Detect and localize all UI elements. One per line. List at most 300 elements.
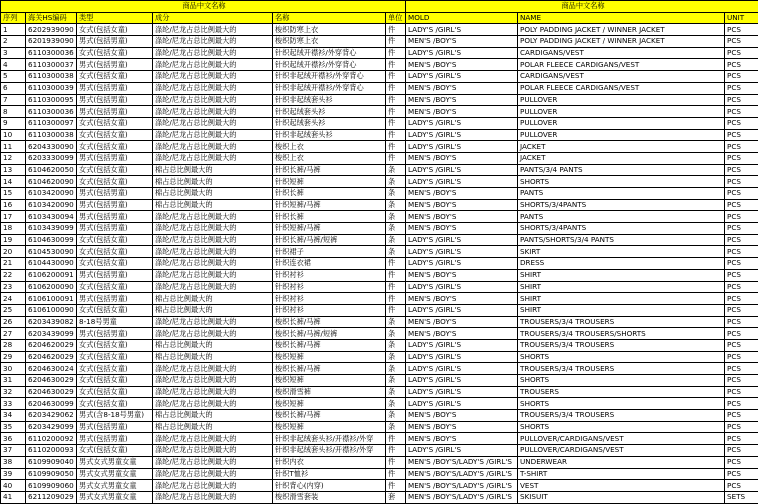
cell-unit-cn[interactable]: 条: [386, 234, 406, 246]
cell-index[interactable]: 19: [1, 234, 26, 246]
cell-type[interactable]: 男式(包括男童): [77, 152, 153, 164]
cell-unit-cn[interactable]: 件: [386, 47, 406, 59]
cell-mold[interactable]: MEN'S /BOY'S: [406, 152, 518, 164]
cell-name-en[interactable]: TROUSERS/3/4 TROUSERS: [518, 410, 725, 422]
cell-name-en[interactable]: PANTS: [518, 188, 725, 200]
cell-mold[interactable]: MEN'S /BOY'S: [406, 94, 518, 106]
cell-hs-code[interactable]: 6204630024: [26, 363, 77, 375]
cell-composition[interactable]: 涤纶/尼龙占总比例最大的: [153, 47, 273, 59]
cell-name[interactable]: 针织非起绒套头衫/开襟衫/外穿: [273, 445, 386, 457]
cell-type[interactable]: 女式(包括女童): [77, 234, 153, 246]
cell-hs-code[interactable]: 6110300097: [26, 117, 77, 129]
cell-composition[interactable]: 涤纶/尼龙占总比例最大的: [153, 152, 273, 164]
cell-composition[interactable]: 棉占总比例最大的: [153, 293, 273, 305]
cell-hs-code[interactable]: 6104530090: [26, 246, 77, 258]
cell-hs-code[interactable]: 6110300095: [26, 94, 77, 106]
cell-type[interactable]: 女式(包括女童): [77, 47, 153, 59]
cell-mold[interactable]: MEN'S /BOY'S: [406, 293, 518, 305]
cell-unit-en[interactable]: PCS: [725, 468, 758, 480]
cell-unit-cn[interactable]: 件: [386, 24, 406, 36]
cell-unit-cn[interactable]: 件: [386, 152, 406, 164]
cell-type[interactable]: 男式女式男童女童: [77, 456, 153, 468]
cell-index[interactable]: 10: [1, 129, 26, 141]
cell-name[interactable]: 针织T恤衫: [273, 468, 386, 480]
cell-composition[interactable]: 棉占总比例最大的: [153, 199, 273, 211]
col-header-name-en[interactable]: NAME: [518, 12, 725, 24]
cell-name[interactable]: 梭织短裤: [273, 375, 386, 387]
cell-unit-en[interactable]: PCS: [725, 94, 758, 106]
cell-index[interactable]: 12: [1, 152, 26, 164]
cell-mold[interactable]: LADY'S /GIRL'S: [406, 304, 518, 316]
cell-unit-en[interactable]: PCS: [725, 386, 758, 398]
cell-index[interactable]: 21: [1, 258, 26, 270]
cell-composition[interactable]: 涤纶/尼龙占总比例最大的: [153, 129, 273, 141]
cell-unit-en[interactable]: PCS: [725, 433, 758, 445]
cell-composition[interactable]: 涤纶/尼龙占总比例最大的: [153, 375, 273, 387]
cell-mold[interactable]: MEN'S /BOY'S: [406, 269, 518, 281]
cell-name-en[interactable]: TROUSERS: [518, 386, 725, 398]
cell-hs-code[interactable]: 6204630029: [26, 375, 77, 387]
cell-name-en[interactable]: SHIRT: [518, 281, 725, 293]
cell-name[interactable]: 针织起绒套头衫: [273, 117, 386, 129]
cell-name-en[interactable]: CARDIGANS/VEST: [518, 47, 725, 59]
cell-unit-cn[interactable]: 件: [386, 94, 406, 106]
cell-composition[interactable]: 涤纶/尼龙占总比例最大的: [153, 316, 273, 328]
cell-name-en[interactable]: JACKET: [518, 141, 725, 153]
cell-mold[interactable]: MEN'S /BOY'S/LADY'S /GIRL'S: [406, 456, 518, 468]
cell-name-en[interactable]: SHORTS/3/4PANTS: [518, 199, 725, 211]
cell-composition[interactable]: 涤纶/尼龙占总比例最大的: [153, 246, 273, 258]
cell-unit-cn[interactable]: 条: [386, 211, 406, 223]
cell-hs-code[interactable]: 6104430090: [26, 258, 77, 270]
cell-mold[interactable]: LADY'S /GIRL'S: [406, 258, 518, 270]
cell-unit-cn[interactable]: 件: [386, 59, 406, 71]
cell-unit-cn[interactable]: 条: [386, 375, 406, 387]
cell-unit-cn[interactable]: 条: [386, 188, 406, 200]
cell-composition[interactable]: 棉占总比例最大的: [153, 176, 273, 188]
col-header-type[interactable]: 类型: [77, 12, 153, 24]
cell-name[interactable]: 针织裙子: [273, 246, 386, 258]
cell-mold[interactable]: LADY'S /GIRL'S: [406, 281, 518, 293]
cell-name[interactable]: 梭织上衣: [273, 152, 386, 164]
cell-name-en[interactable]: TROUSERS/3/4 TROUSERS: [518, 363, 725, 375]
cell-index[interactable]: 5: [1, 71, 26, 83]
cell-hs-code[interactable]: 6110300036: [26, 47, 77, 59]
cell-name[interactable]: 针织衬衫: [273, 269, 386, 281]
cell-mold[interactable]: MEN'S /BOY'S: [406, 59, 518, 71]
cell-unit-en[interactable]: PCS: [725, 152, 758, 164]
cell-type[interactable]: 女式(包括女童): [77, 386, 153, 398]
cell-unit-cn[interactable]: 套: [386, 491, 406, 503]
cell-index[interactable]: 41: [1, 491, 26, 503]
cell-mold[interactable]: LADY'S /GIRL'S: [406, 141, 518, 153]
cell-unit-en[interactable]: PCS: [725, 211, 758, 223]
cell-type[interactable]: 女式(包括女童): [77, 141, 153, 153]
cell-type[interactable]: 男式女式男童女童: [77, 480, 153, 492]
cell-type[interactable]: 男式女式男童女童: [77, 468, 153, 480]
cell-unit-cn[interactable]: 条: [386, 410, 406, 422]
cell-hs-code[interactable]: 6110300038: [26, 71, 77, 83]
cell-name-en[interactable]: JACKET: [518, 152, 725, 164]
cell-name[interactable]: 针织背心(内穿): [273, 480, 386, 492]
cell-name-en[interactable]: T-SHIRT: [518, 468, 725, 480]
cell-type[interactable]: 女式(包括女童): [77, 258, 153, 270]
cell-index[interactable]: 29: [1, 351, 26, 363]
cell-name[interactable]: 梭织滑雪裤: [273, 386, 386, 398]
cell-unit-en[interactable]: PCS: [725, 223, 758, 235]
cell-name[interactable]: 梭织上衣: [273, 141, 386, 153]
cell-name-en[interactable]: DRESS: [518, 258, 725, 270]
cell-composition[interactable]: 棉占总比例最大的: [153, 410, 273, 422]
cell-mold[interactable]: LADY'S /GIRL'S: [406, 176, 518, 188]
cell-name-en[interactable]: PULLOVER: [518, 129, 725, 141]
cell-name-en[interactable]: SHIRT: [518, 304, 725, 316]
cell-unit-cn[interactable]: 条: [386, 199, 406, 211]
cell-hs-code[interactable]: 6104620050: [26, 164, 77, 176]
cell-name[interactable]: 梭织短裤: [273, 398, 386, 410]
cell-mold[interactable]: LADY'S /GIRL'S: [406, 129, 518, 141]
cell-name[interactable]: 针织长裤/马裤: [273, 164, 386, 176]
cell-unit-en[interactable]: PCS: [725, 117, 758, 129]
cell-type[interactable]: 女式(包括女童): [77, 164, 153, 176]
cell-name-en[interactable]: PANTS/SHORTS/3/4 PANTS: [518, 234, 725, 246]
cell-index[interactable]: 8: [1, 106, 26, 118]
cell-index[interactable]: 17: [1, 211, 26, 223]
cell-hs-code[interactable]: 6211209029: [26, 491, 77, 503]
cell-hs-code[interactable]: 6202939090: [26, 24, 77, 36]
cell-type[interactable]: 男式(包括男童): [77, 59, 153, 71]
cell-name-en[interactable]: SHORTS: [518, 176, 725, 188]
cell-type[interactable]: 女式(包括女童): [77, 117, 153, 129]
cell-unit-en[interactable]: SETS: [725, 491, 758, 503]
cell-name-en[interactable]: SHORTS/3/4PANTS: [518, 223, 725, 235]
cell-type[interactable]: 女式(包括女童): [77, 71, 153, 83]
cell-hs-code[interactable]: 6204620029: [26, 339, 77, 351]
cell-index[interactable]: 25: [1, 304, 26, 316]
cell-name-en[interactable]: UNDERWEAR: [518, 456, 725, 468]
cell-hs-code[interactable]: 6110300036: [26, 106, 77, 118]
cell-name-en[interactable]: TROUSERS/3/4 TROUSERS: [518, 339, 725, 351]
cell-index[interactable]: 32: [1, 386, 26, 398]
cell-type[interactable]: 女式(包括女童): [77, 246, 153, 258]
cell-hs-code[interactable]: 6103430094: [26, 211, 77, 223]
cell-unit-en[interactable]: PCS: [725, 164, 758, 176]
cell-composition[interactable]: 涤纶/尼龙占总比例最大的: [153, 281, 273, 293]
cell-name-en[interactable]: TROUSERS/3/4 TROUSERS/SHORTS: [518, 328, 725, 340]
cell-unit-en[interactable]: PCS: [725, 176, 758, 188]
cell-unit-cn[interactable]: 件: [386, 258, 406, 270]
cell-hs-code[interactable]: 6204630099: [26, 398, 77, 410]
cell-type[interactable]: 女式(包括女童): [77, 304, 153, 316]
cell-type[interactable]: 男式(包括男童): [77, 82, 153, 94]
cell-name[interactable]: 针织起绒开襟衫/外穿背心: [273, 47, 386, 59]
cell-name[interactable]: 针织长裤: [273, 211, 386, 223]
cell-unit-cn[interactable]: 件: [386, 468, 406, 480]
cell-name[interactable]: 梭织滑雪套装: [273, 491, 386, 503]
cell-unit-en[interactable]: PCS: [725, 421, 758, 433]
cell-unit-cn[interactable]: 件: [386, 141, 406, 153]
cell-type[interactable]: 男式(包括男童): [77, 269, 153, 281]
cell-unit-cn[interactable]: 件: [386, 433, 406, 445]
cell-composition[interactable]: 棉占总比例最大的: [153, 421, 273, 433]
cell-hs-code[interactable]: 6103420090: [26, 199, 77, 211]
cell-unit-en[interactable]: PCS: [725, 351, 758, 363]
cell-index[interactable]: 2: [1, 36, 26, 48]
cell-name[interactable]: 针织衬衫: [273, 304, 386, 316]
cell-mold[interactable]: LADY'S /GIRL'S: [406, 351, 518, 363]
cell-mold[interactable]: LADY'S /GIRL'S: [406, 398, 518, 410]
cell-name[interactable]: 针织非起绒套头衫: [273, 129, 386, 141]
cell-index[interactable]: 14: [1, 176, 26, 188]
cell-hs-code[interactable]: 6104630099: [26, 234, 77, 246]
cell-mold[interactable]: MEN'S /BOY'S: [406, 199, 518, 211]
cell-index[interactable]: 6: [1, 82, 26, 94]
cell-composition[interactable]: 棉占总比例最大的: [153, 304, 273, 316]
cell-name[interactable]: 梭织长裤/马裤/短裤: [273, 328, 386, 340]
cell-hs-code[interactable]: 6106200090: [26, 281, 77, 293]
cell-composition[interactable]: 涤纶/尼龙占总比例最大的: [153, 106, 273, 118]
cell-unit-cn[interactable]: 件: [386, 117, 406, 129]
cell-unit-en[interactable]: PCS: [725, 199, 758, 211]
cell-unit-cn[interactable]: 条: [386, 339, 406, 351]
cell-unit-en[interactable]: PCS: [725, 293, 758, 305]
cell-composition[interactable]: 涤纶/尼龙占总比例最大的: [153, 223, 273, 235]
cell-hs-code[interactable]: 6201939090: [26, 36, 77, 48]
cell-hs-code[interactable]: 6110200092: [26, 433, 77, 445]
cell-name[interactable]: 针织非起绒开襟衫/外穿背心: [273, 71, 386, 83]
cell-index[interactable]: 4: [1, 59, 26, 71]
cell-hs-code[interactable]: 6203429099: [26, 421, 77, 433]
cell-name[interactable]: 针织内衣: [273, 456, 386, 468]
cell-index[interactable]: 24: [1, 293, 26, 305]
cell-mold[interactable]: MEN'S /BOY'S: [406, 316, 518, 328]
cell-unit-en[interactable]: PCS: [725, 363, 758, 375]
cell-index[interactable]: 36: [1, 433, 26, 445]
cell-mold[interactable]: MEN'S /BOY'S: [406, 82, 518, 94]
cell-mold[interactable]: MEN'S /BOY'S: [406, 211, 518, 223]
col-header-unit-cn[interactable]: 单位: [386, 12, 406, 24]
cell-index[interactable]: 23: [1, 281, 26, 293]
cell-index[interactable]: 18: [1, 223, 26, 235]
cell-name-en[interactable]: POLAR FLEECE CARDIGANS/VEST: [518, 82, 725, 94]
cell-name[interactable]: 梭织长裤/马裤: [273, 410, 386, 422]
cell-name-en[interactable]: PANTS/3/4 PANTS: [518, 164, 725, 176]
cell-type[interactable]: 8-18号男童: [77, 316, 153, 328]
cell-mold[interactable]: MEN'S /BOY'S: [406, 36, 518, 48]
cell-name[interactable]: 针织短裤/马裤: [273, 199, 386, 211]
cell-composition[interactable]: 涤纶/尼龙占总比例最大的: [153, 433, 273, 445]
cell-mold[interactable]: MEN'S /BOY'S/LADY'S /GIRL'S: [406, 480, 518, 492]
cell-name[interactable]: 针织非起绒套头衫/开襟衫/外穿: [273, 433, 386, 445]
cell-unit-en[interactable]: PCS: [725, 141, 758, 153]
cell-mold[interactable]: MEN'S /BOY'S: [406, 223, 518, 235]
cell-composition[interactable]: 棉占总比例最大的: [153, 164, 273, 176]
cell-hs-code[interactable]: 6104620090: [26, 176, 77, 188]
col-header-composition[interactable]: 成分: [153, 12, 273, 24]
cell-index[interactable]: 35: [1, 421, 26, 433]
cell-name-en[interactable]: POLAR FLEECE CARDIGANS/VEST: [518, 59, 725, 71]
cell-mold[interactable]: LADY'S /GIRL'S: [406, 71, 518, 83]
cell-unit-en[interactable]: PCS: [725, 339, 758, 351]
cell-name[interactable]: 梭织长裤/马裤: [273, 363, 386, 375]
cell-unit-en[interactable]: PCS: [725, 82, 758, 94]
cell-name[interactable]: 针织非起绒开襟衫/外穿背心: [273, 82, 386, 94]
cell-name-en[interactable]: SKISUIT: [518, 491, 725, 503]
cell-composition[interactable]: 涤纶/尼龙占总比例最大的: [153, 269, 273, 281]
cell-unit-en[interactable]: PCS: [725, 410, 758, 422]
cell-index[interactable]: 34: [1, 410, 26, 422]
col-header-name[interactable]: 名称: [273, 12, 386, 24]
cell-name-en[interactable]: SHORTS: [518, 375, 725, 387]
cell-index[interactable]: 11: [1, 141, 26, 153]
cell-composition[interactable]: 涤纶/尼龙占总比例最大的: [153, 36, 273, 48]
cell-unit-cn[interactable]: 件: [386, 129, 406, 141]
cell-mold[interactable]: LADY'S /GIRL'S: [406, 375, 518, 387]
cell-unit-cn[interactable]: 条: [386, 386, 406, 398]
cell-mold[interactable]: LADY'S /GIRL'S: [406, 47, 518, 59]
cell-name-en[interactable]: POLY PADDING JACKET / WINNER JACKET: [518, 36, 725, 48]
cell-composition[interactable]: 涤纶/尼龙占总比例最大的: [153, 94, 273, 106]
cell-index[interactable]: 33: [1, 398, 26, 410]
cell-hs-code[interactable]: 6110300038: [26, 129, 77, 141]
cell-mold[interactable]: MEN'S /BOY'S: [406, 188, 518, 200]
cell-composition[interactable]: 棉占总比例最大的: [153, 339, 273, 351]
cell-type[interactable]: 女式(包括女童): [77, 24, 153, 36]
cell-unit-cn[interactable]: 件: [386, 281, 406, 293]
cell-index[interactable]: 27: [1, 328, 26, 340]
cell-mold[interactable]: LADY'S /GIRL'S: [406, 234, 518, 246]
cell-unit-cn[interactable]: 件: [386, 293, 406, 305]
cell-name[interactable]: 针织起绒开襟衫/外穿背心: [273, 59, 386, 71]
cell-name[interactable]: 针织长裤: [273, 188, 386, 200]
cell-composition[interactable]: 涤纶/尼龙占总比例最大的: [153, 468, 273, 480]
cell-name-en[interactable]: PULLOVER/CARDIGANS/VEST: [518, 445, 725, 457]
cell-type[interactable]: 男式(含8-18号男童): [77, 410, 153, 422]
cell-name-en[interactable]: SHIRT: [518, 269, 725, 281]
cell-composition[interactable]: 涤纶/尼龙占总比例最大的: [153, 234, 273, 246]
cell-type[interactable]: 男式(包括男童): [77, 293, 153, 305]
cell-unit-cn[interactable]: 件: [386, 71, 406, 83]
cell-composition[interactable]: 涤纶/尼龙占总比例最大的: [153, 398, 273, 410]
cell-index[interactable]: 39: [1, 468, 26, 480]
cell-name[interactable]: 针织起绒套头衫: [273, 106, 386, 118]
cell-type[interactable]: 男式(包括男童): [77, 223, 153, 235]
cell-type[interactable]: 男式(包括男童): [77, 199, 153, 211]
cell-unit-cn[interactable]: 条: [386, 351, 406, 363]
cell-name-en[interactable]: POLY PADDING JACKET / WINNER JACKET: [518, 24, 725, 36]
cell-hs-code[interactable]: 6203439099: [26, 328, 77, 340]
cell-composition[interactable]: 涤纶/尼龙占总比例最大的: [153, 491, 273, 503]
cell-unit-en[interactable]: PCS: [725, 445, 758, 457]
cell-type[interactable]: 男式(包括男童): [77, 106, 153, 118]
cell-name-en[interactable]: TROUSERS/3/4 TROUSERS: [518, 316, 725, 328]
cell-unit-cn[interactable]: 条: [386, 316, 406, 328]
cell-index[interactable]: 20: [1, 246, 26, 258]
cell-mold[interactable]: MEN'S /BOY'S/LADY'S /GIRL'S: [406, 491, 518, 503]
cell-name-en[interactable]: PULLOVER: [518, 106, 725, 118]
cell-hs-code[interactable]: 6110200093: [26, 445, 77, 457]
cell-name-en[interactable]: SHORTS: [518, 398, 725, 410]
cell-name[interactable]: 针织长裤/马裤/短裤: [273, 234, 386, 246]
cell-unit-cn[interactable]: 条: [386, 223, 406, 235]
cell-type[interactable]: 女式(包括女童): [77, 363, 153, 375]
cell-type[interactable]: 女式(包括女童): [77, 176, 153, 188]
cell-unit-cn[interactable]: 条: [386, 246, 406, 258]
cell-composition[interactable]: 涤纶/尼龙占总比例最大的: [153, 117, 273, 129]
cell-type[interactable]: 女式(包括女童): [77, 375, 153, 387]
cell-name-en[interactable]: CARDIGANS/VEST: [518, 71, 725, 83]
cell-unit-en[interactable]: PCS: [725, 398, 758, 410]
cell-composition[interactable]: 涤纶/尼龙占总比例最大的: [153, 386, 273, 398]
cell-mold[interactable]: LADY'S /GIRL'S: [406, 24, 518, 36]
cell-mold[interactable]: MEN'S /BOY'S: [406, 328, 518, 340]
cell-hs-code[interactable]: 6204330090: [26, 141, 77, 153]
col-header-hs-code[interactable]: 海关HS编码: [26, 12, 77, 24]
cell-mold[interactable]: LADY'S /GIRL'S: [406, 386, 518, 398]
cell-name-en[interactable]: SHORTS: [518, 421, 725, 433]
cell-unit-cn[interactable]: 条: [386, 398, 406, 410]
cell-composition[interactable]: 涤纶/尼龙占总比例最大的: [153, 258, 273, 270]
cell-mold[interactable]: LADY'S /GIRL'S: [406, 363, 518, 375]
cell-name[interactable]: 梭织防寒上衣: [273, 36, 386, 48]
cell-hs-code[interactable]: 6109909050: [26, 468, 77, 480]
cell-index[interactable]: 30: [1, 363, 26, 375]
cell-type[interactable]: 男式(包括男童): [77, 36, 153, 48]
cell-unit-en[interactable]: PCS: [725, 71, 758, 83]
cell-unit-cn[interactable]: 件: [386, 445, 406, 457]
cell-mold[interactable]: LADY'S /GIRL'S: [406, 445, 518, 457]
cell-unit-cn[interactable]: 条: [386, 421, 406, 433]
cell-composition[interactable]: 涤纶/尼龙占总比例最大的: [153, 82, 273, 94]
cell-hs-code[interactable]: 6204630029: [26, 386, 77, 398]
cell-type[interactable]: 男式(包括男童): [77, 328, 153, 340]
cell-index[interactable]: 7: [1, 94, 26, 106]
cell-unit-en[interactable]: PCS: [725, 24, 758, 36]
cell-mold[interactable]: LADY'S /GIRL'S: [406, 117, 518, 129]
cell-hs-code[interactable]: 6109909040: [26, 456, 77, 468]
cell-mold[interactable]: LADY'S /GIRL'S: [406, 164, 518, 176]
cell-hs-code[interactable]: 6203439082: [26, 316, 77, 328]
cell-index[interactable]: 15: [1, 188, 26, 200]
cell-name[interactable]: 针织非起绒套头衫: [273, 94, 386, 106]
cell-unit-en[interactable]: PCS: [725, 188, 758, 200]
cell-composition[interactable]: 涤纶/尼龙占总比例最大的: [153, 24, 273, 36]
cell-index[interactable]: 31: [1, 375, 26, 387]
cell-type[interactable]: 男式(包括男童): [77, 421, 153, 433]
cell-index[interactable]: 9: [1, 117, 26, 129]
cell-unit-cn[interactable]: 件: [386, 82, 406, 94]
cell-type[interactable]: 女式(包括女童): [77, 351, 153, 363]
group-header-en[interactable]: 商品中文名称: [406, 1, 758, 13]
cell-hs-code[interactable]: 6106200091: [26, 269, 77, 281]
cell-composition[interactable]: 涤纶/尼龙占总比例最大的: [153, 445, 273, 457]
col-header-unit-en[interactable]: UNIT: [725, 12, 758, 24]
cell-name[interactable]: 针织短裤: [273, 176, 386, 188]
cell-unit-cn[interactable]: 条: [386, 363, 406, 375]
cell-type[interactable]: 男式(包括男童): [77, 94, 153, 106]
cell-type[interactable]: 女式(包括女童): [77, 445, 153, 457]
cell-composition[interactable]: 棉占总比例最大的: [153, 351, 273, 363]
cell-hs-code[interactable]: 6103439099: [26, 223, 77, 235]
cell-hs-code[interactable]: 6106100091: [26, 293, 77, 305]
cell-name-en[interactable]: VEST: [518, 480, 725, 492]
cell-unit-en[interactable]: PCS: [725, 456, 758, 468]
cell-name[interactable]: 梭织短裤: [273, 421, 386, 433]
cell-index[interactable]: 1: [1, 24, 26, 36]
cell-index[interactable]: 3: [1, 47, 26, 59]
cell-unit-en[interactable]: PCS: [725, 328, 758, 340]
cell-name-en[interactable]: SKIRT: [518, 246, 725, 258]
